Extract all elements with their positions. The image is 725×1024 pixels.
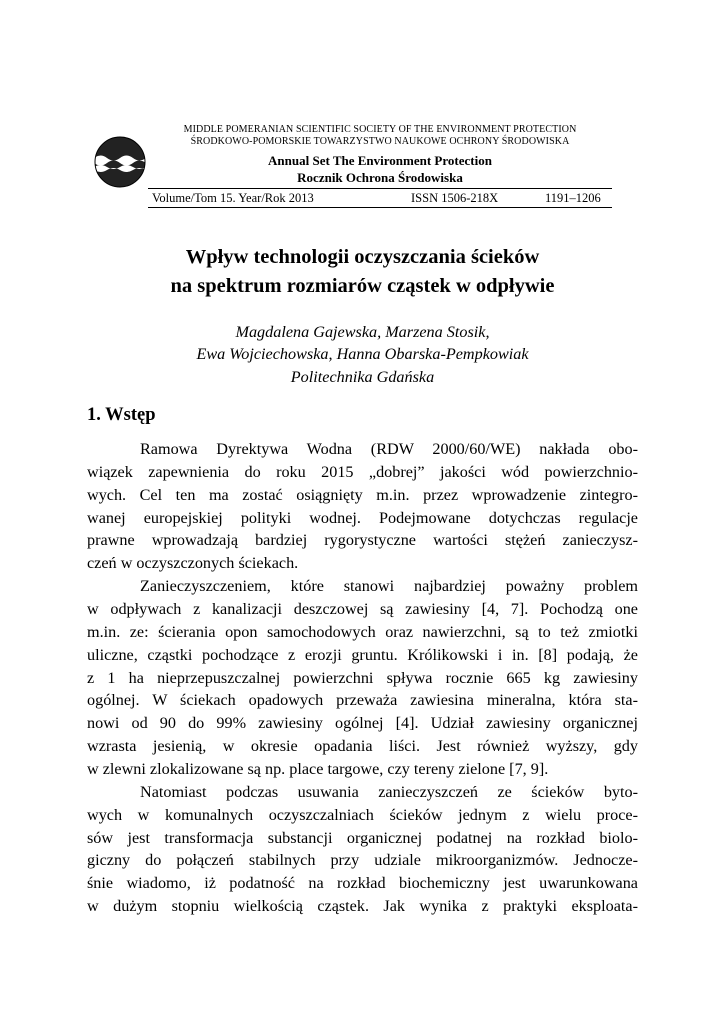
body-line: prawne wprowadzają bardziej rygorystyczne wartości stężeń zanieczysz- bbox=[87, 531, 638, 549]
body-line: z 1 ha nieprzepuszczalnej powierzchni spływa rocznie 665 kg zawiesiny bbox=[87, 669, 638, 687]
journal-title-pl: Rocznik Ochrona Środowiska bbox=[297, 170, 463, 185]
body-line: m.in. ze: ścierania opon samochodowych oraz nawierzchni, są to też zmiotki bbox=[87, 623, 638, 641]
body-line: śnie wiadomo, iż podatność na rozkład biochemiczny jest uwarunkowana bbox=[87, 874, 638, 892]
society-name-pl: ŚRODKOWO-POMORSKIE TOWARZYSTWO NAUKOWE OCHRONY ŚRODOWISKA bbox=[190, 136, 570, 147]
body-line: ogólnej. W ściekach opadowych przeważa zawiesina mineralna, która sta- bbox=[87, 691, 638, 709]
author-line: Magdalena Gajewska, Marzena Stosik, bbox=[235, 323, 490, 341]
society-logo-icon bbox=[94, 136, 146, 188]
affiliation: Politechnika Gdańska bbox=[290, 368, 435, 386]
body-line: uliczne, cząstki pochodzące z erozji gruntu. Królikowski i in. [8] podają, że bbox=[87, 646, 638, 664]
body-line: giczny do połączeń stabilnych przy udziale mikroorganizmów. Jednocze- bbox=[87, 851, 638, 869]
body-line: wzrasta jesienią, w okresie opadania liści. Jest również wyższy, gdy bbox=[87, 737, 638, 755]
author-line: Ewa Wojciechowska, Hanna Obarska-Pempkowiak bbox=[196, 345, 529, 363]
body-line: czeń w oczyszczonych ściekach. bbox=[87, 554, 299, 572]
article-title-line: na spektrum rozmiarów cząstek w odpływie bbox=[170, 275, 555, 297]
journal-title-en: Annual Set The Environment Protection bbox=[268, 153, 492, 168]
body-line: Natomiast podczas usuwania zanieczyszczeń ze ścieków byto- bbox=[140, 783, 638, 801]
body-line: Ramowa Dyrektywa Wodna (RDW 2000/60/WE) nakłada obo- bbox=[140, 440, 638, 458]
body-line: wiązek zapewnienia do roku 2015 „dobrej” jakości wód powierzchnio- bbox=[87, 463, 638, 481]
body-line: nowi od 90 do 99% zawiesiny ogólnej [4]. Udział zawiesiny organicznej bbox=[87, 714, 638, 732]
society-name-en: MIDDLE POMERANIAN SCIENTIFIC SOCIETY OF THE ENVIRONMENT PROTECTION bbox=[183, 124, 577, 135]
body-line: wych. Cel ten ma zostać osiągnięty m.in. przez wprowadzenie zintegro- bbox=[87, 486, 638, 504]
issn: ISSN 1506-218X bbox=[411, 191, 499, 205]
body-line: w dużym stopniu wielkością cząstek. Jak wynika z praktyki eksploata- bbox=[87, 897, 638, 915]
body-line: w odpływach z kanalizacji deszczowej są zawiesiny [4, 7]. Pochodzą one bbox=[87, 600, 638, 618]
section-heading: 1. Wstęp bbox=[87, 405, 156, 425]
header-rule-top bbox=[148, 188, 612, 189]
volume-info: Volume/Tom 15. Year/Rok 2013 bbox=[152, 191, 314, 205]
body-line: wych w komunalnych oczyszczalniach ścieków jednym z wielu proce- bbox=[87, 806, 638, 824]
header-rule-bottom bbox=[148, 207, 612, 208]
article-title-line: Wpływ technologii oczyszczania ścieków bbox=[185, 246, 540, 268]
body-line: Zanieczyszczeniem, które stanowi najbardziej poważny problem bbox=[140, 577, 638, 595]
body-line: sów jest transformacja substancji organicznej podatnej na rozkład biolo- bbox=[87, 829, 638, 847]
body-line: w zlewni zlokalizowane są np. place targowe, czy tereny zielone [7, 9]. bbox=[87, 760, 549, 778]
page-range: 1191–1206 bbox=[545, 191, 601, 205]
body-line: wanej europejskiej polityki wodnej. Podejmowane dotychczas regulacje bbox=[87, 509, 638, 527]
